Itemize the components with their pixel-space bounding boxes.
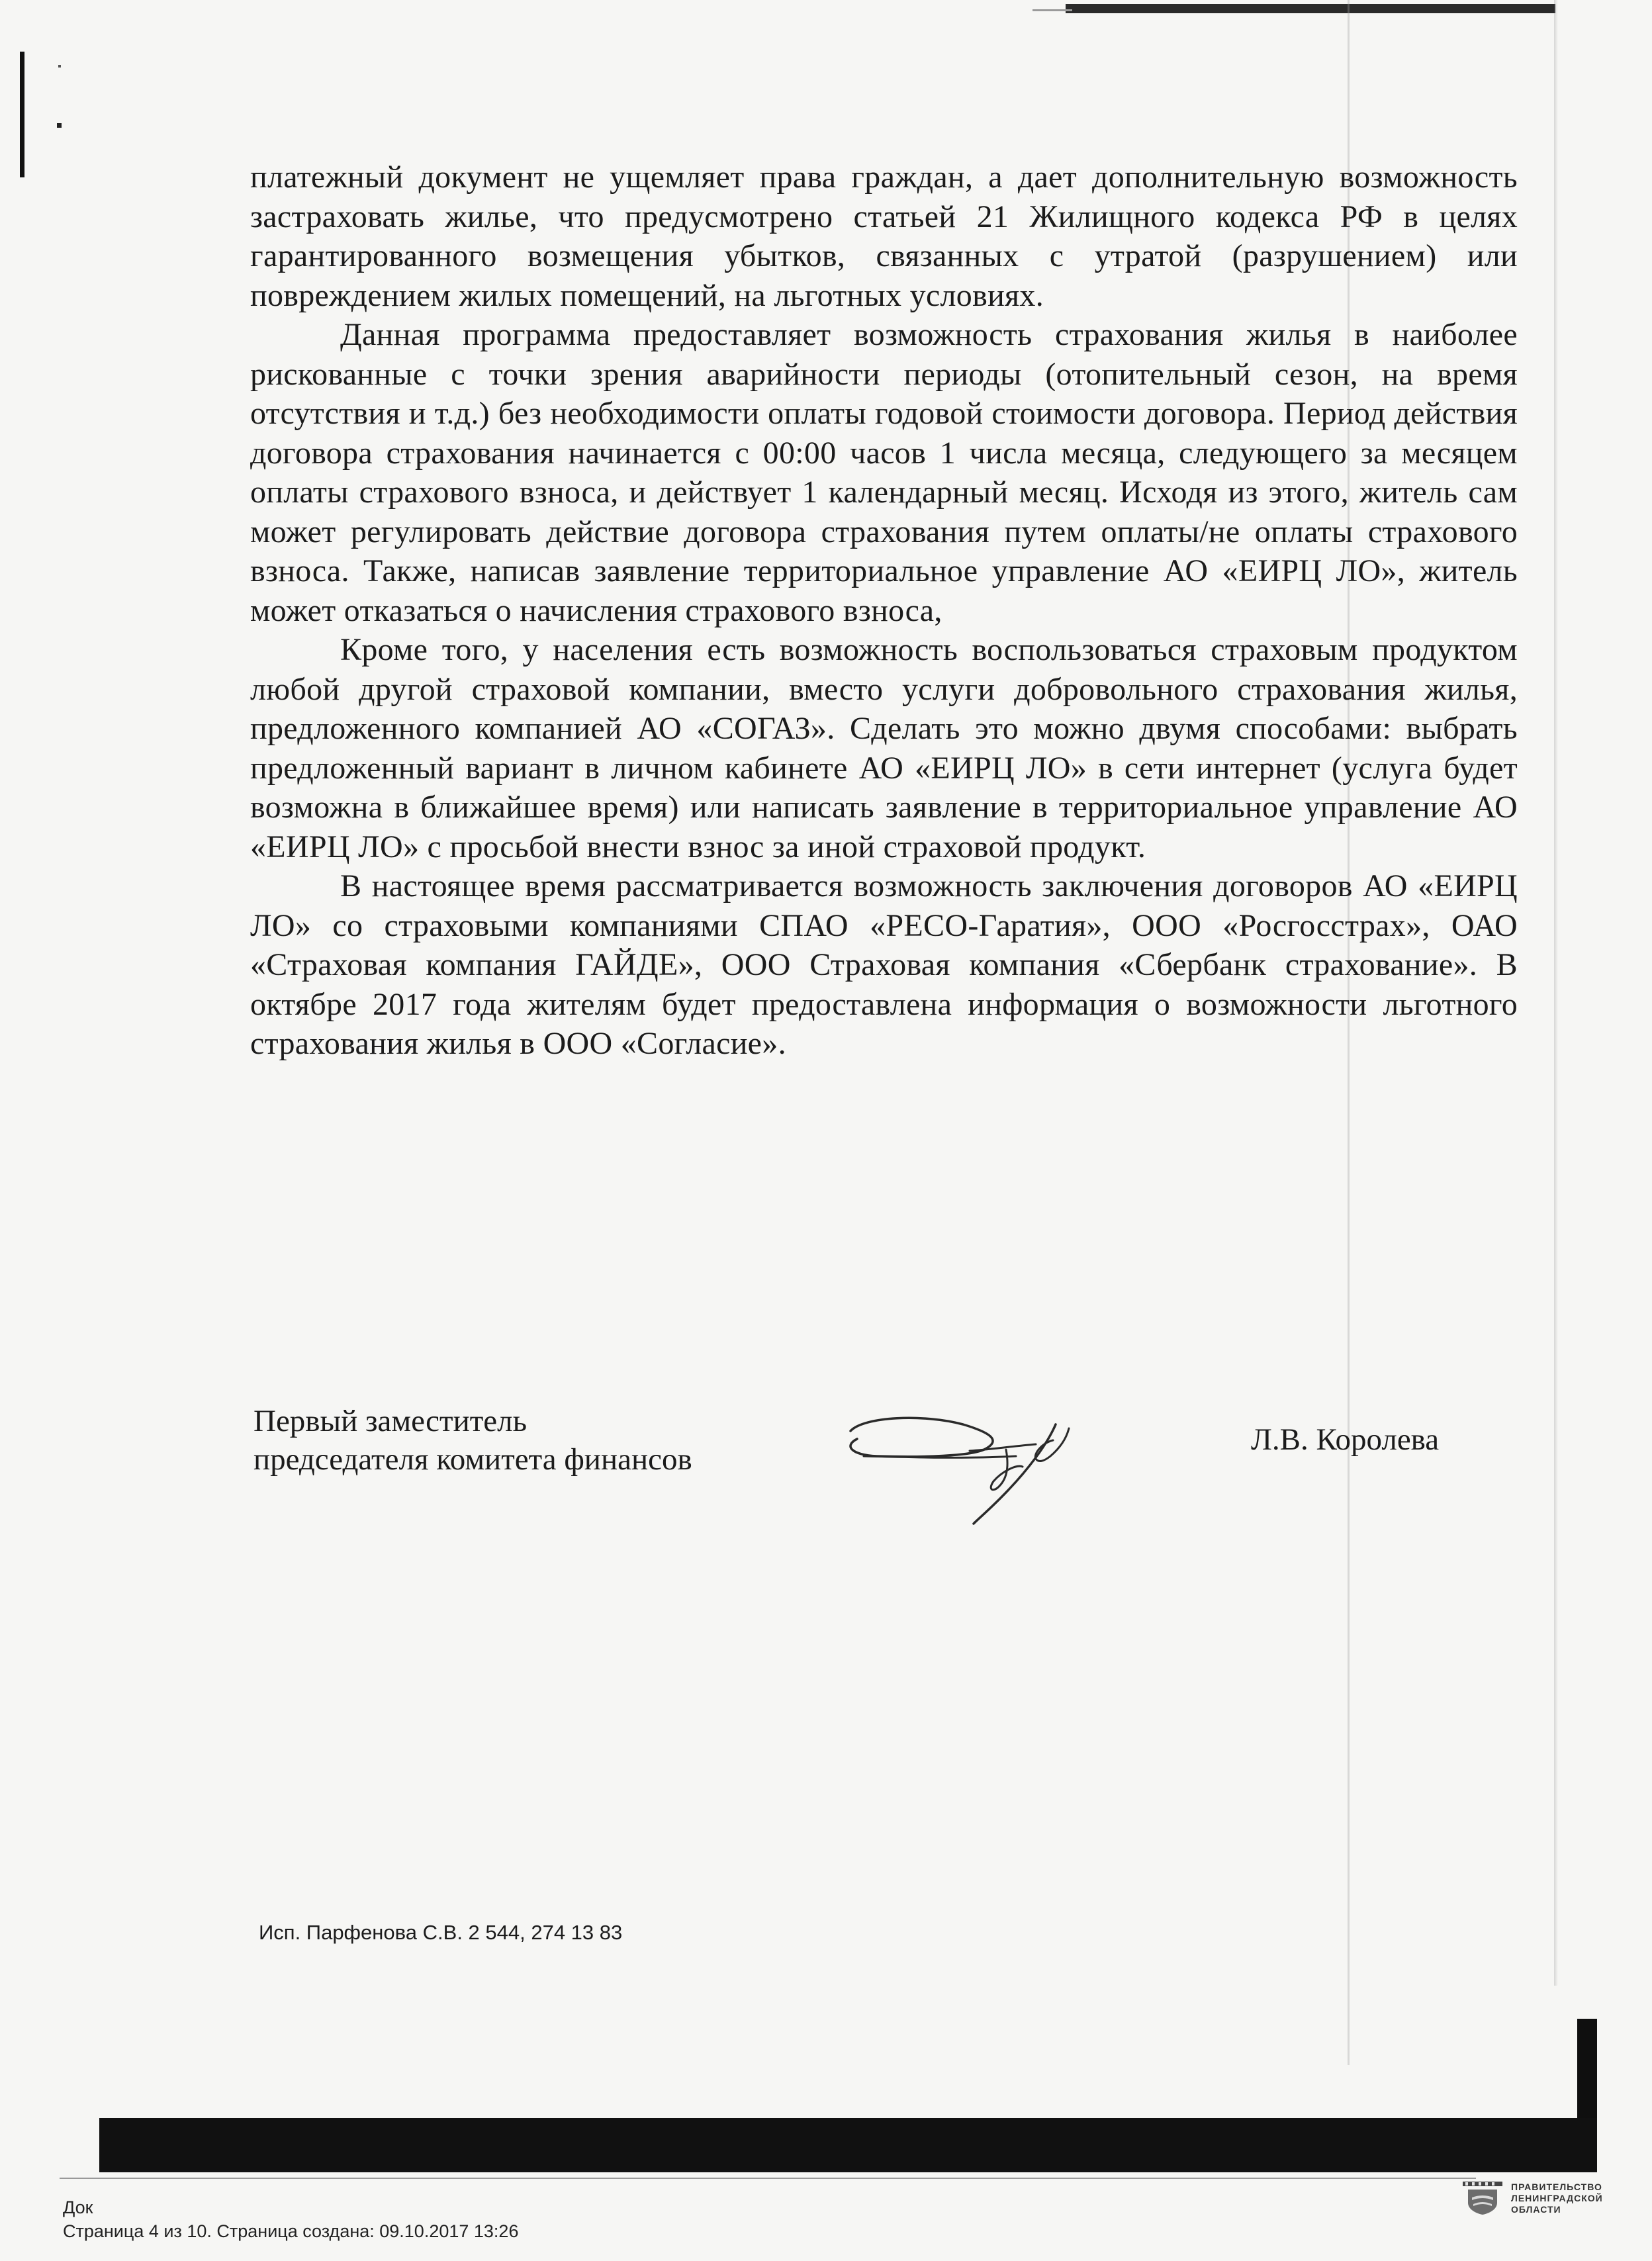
logo-line: ОБЛАСТИ bbox=[1511, 2204, 1561, 2215]
logo-line: ПРАВИТЕЛЬСТВО bbox=[1511, 2182, 1602, 2192]
scan-shadow-bottom bbox=[99, 2118, 1597, 2172]
signatory-title-line: председателя комитета финансов bbox=[253, 1442, 692, 1477]
paragraph: Кроме того, у населения есть возможность воспользоваться страховым продуктом любой другой страховой компании, вместо услуги добровольного страхования жилья, предложенного компанией АО «СОГАЗ». Сделать это можно двумя способами: выбрать предложенный вариант в личном кабинете АО «ЕИРЦ ЛО» в сети интернет (услуга будет возможна в ближайшее время) или написать заявление в территориальное управление АО «ЕИРЦ ЛО» с просьбой внести взнос за иной страховой продукт. bbox=[250, 632, 1518, 864]
scan-artifact-left bbox=[20, 52, 24, 177]
handwritten-signature bbox=[837, 1402, 1115, 1528]
footer-doc-label: Док bbox=[63, 2197, 93, 2217]
logo-line: ЛЕНИНГРАДСКОЙ bbox=[1511, 2193, 1603, 2203]
scan-artifact-top-light bbox=[1032, 9, 1072, 11]
signatory-title bbox=[253, 1402, 692, 1479]
footer-page-info: Страница 4 из 10. Страница создана: 09.10.2017 13:26 bbox=[63, 2221, 519, 2241]
scan-artifact-top bbox=[1066, 4, 1555, 13]
scan-speck bbox=[57, 123, 62, 128]
letter-body bbox=[250, 158, 1518, 1064]
government-logo-text bbox=[1511, 2182, 1603, 2215]
paragraph: В настоящее время рассматривается возможность заключения договоров АО «ЕИРЦ ЛО» со страховыми компаниями СПАО «РЕСО-Гаратия», ООО «Росгосстрах», ОАО «Страховая компания ГАЙДЕ», ООО Страховая компания «Сбербанк страхование». В октябре 2017 года жителям будет предоставлена информация о возможности льготного страхования жилья в ООО «Согласие». bbox=[250, 868, 1518, 1061]
paragraph: платежный документ не ущемляет права граждан, а дает дополнительную возможность застраховать жилье, что предусмотрено статьей 21 Жилищного кодекса РФ в целях гарантированного возмещения убытков, связанных с утратой (разрушением) или повреждением жилых помещений, на льготных условиях. bbox=[250, 160, 1518, 313]
signatory-title-line: Первый заместитель bbox=[253, 1404, 528, 1438]
executor-contact: Исп. Парфенова С.В. 2 544, 274 13 83 bbox=[259, 1921, 623, 1944]
scan-edge-shadow bbox=[1554, 0, 1558, 1986]
signatory-name: Л.В. Королева bbox=[1251, 1422, 1440, 1457]
footer-divider bbox=[60, 2178, 1476, 2179]
scan-speck bbox=[58, 65, 61, 68]
government-emblem-icon bbox=[1463, 2182, 1502, 2215]
paragraph: Данная программа предоставляет возможность страхования жилья в наиболее рискованные с точки зрения аварийности периоды (отопительный сезон, на время отсутствия и т.д.) без необходимости оплаты годовой стоимости договора. Период действия договора страхования начинается с 00:00 часов 1 числа месяца, следующего за месяцем оплаты страхового взноса, и действует 1 календарный месяц. Исходя из этого, житель сам может регулировать действие договора страхования путем оплаты/не оплаты страхового взноса. Также, написав заявление территориальное управление АО «ЕИРЦ ЛО», житель может отказаться о начисления страхового взноса, bbox=[250, 317, 1518, 628]
